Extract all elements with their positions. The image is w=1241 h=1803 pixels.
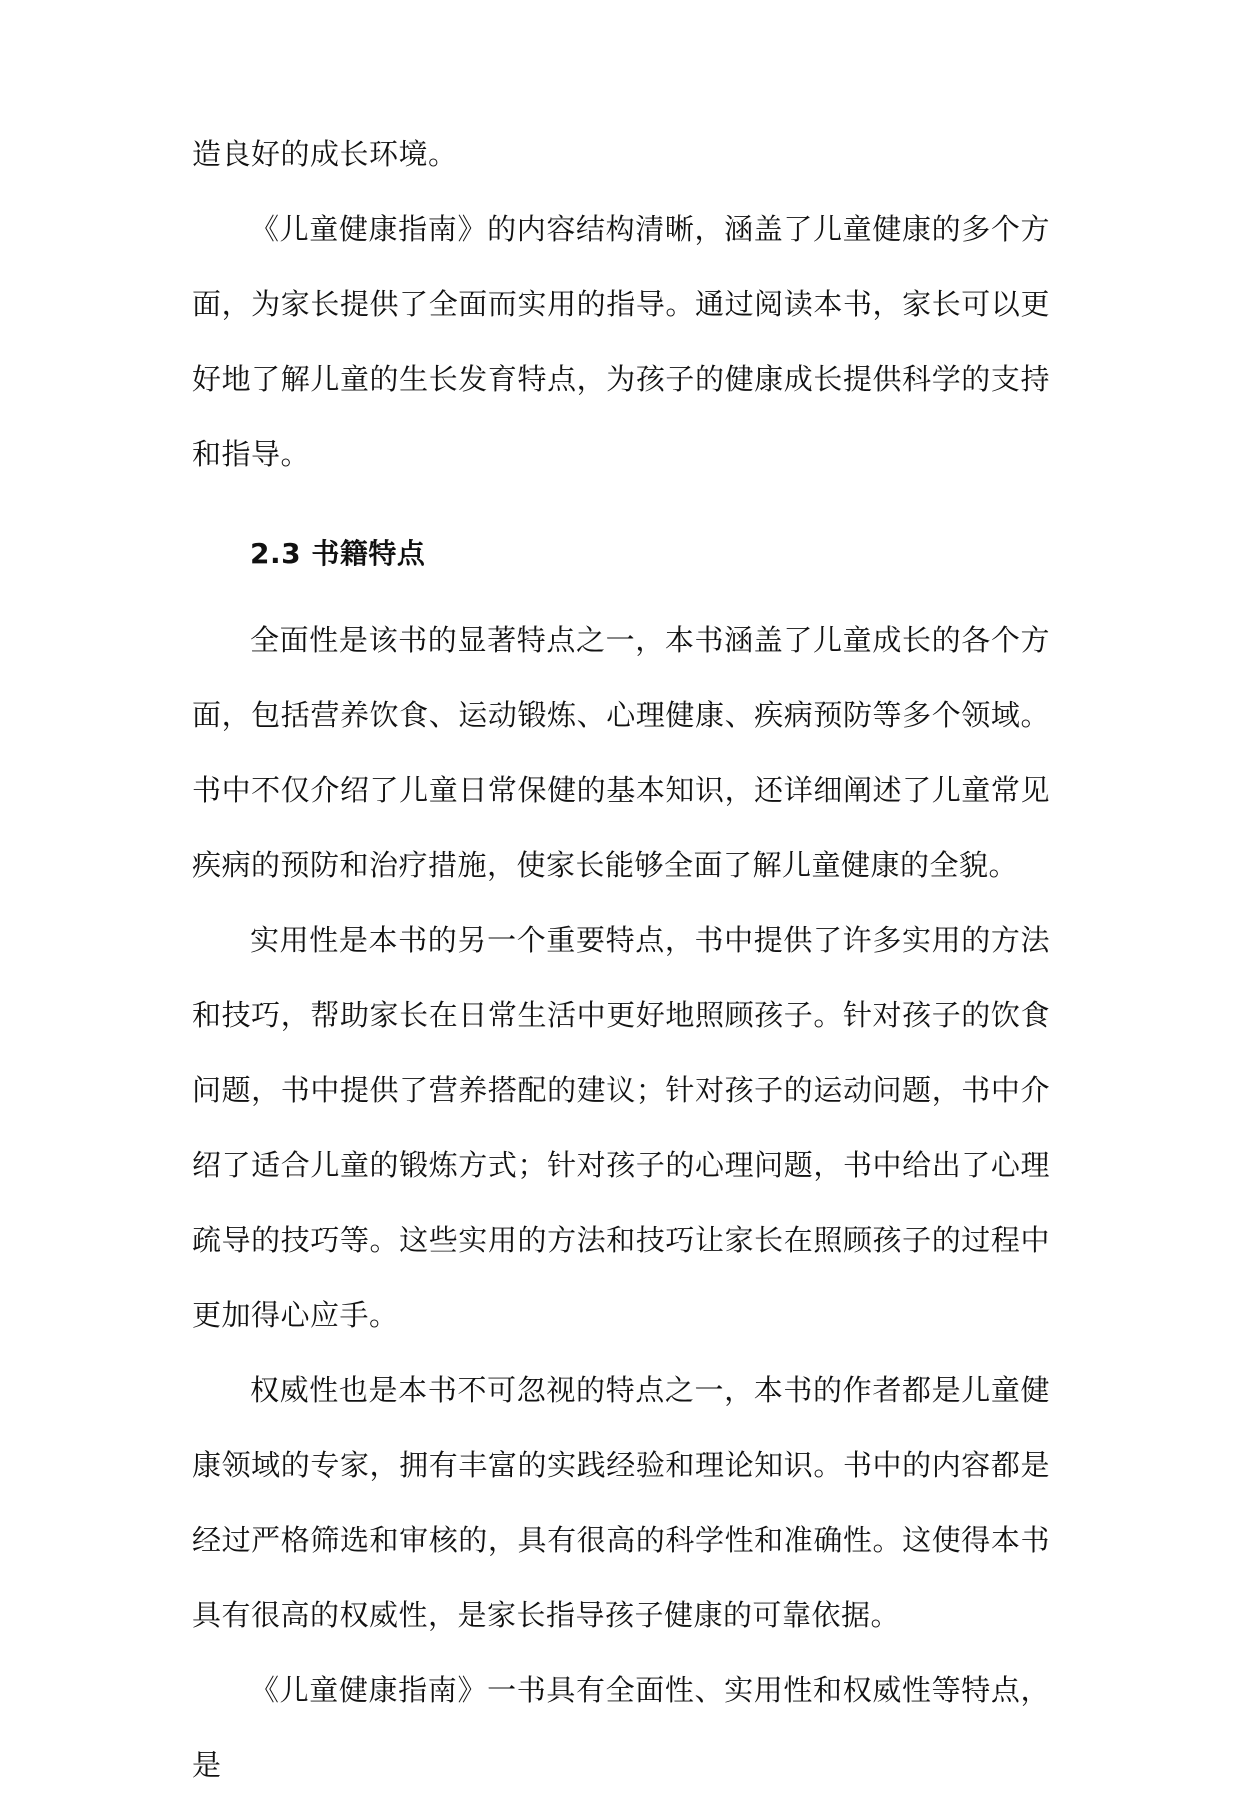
paragraph: 全面性是该书的显著特点之一，本书涵盖了儿童成长的各个方面，包括营养饮食、运动锻炼、心理健康、疾病预防等多个领域。书中不仅介绍了儿童日常保健的基本知识，还详细阐述了儿童常见疾病的预防和治疗措施，使家长能够全面了解儿童健康的全貌。: [192, 623, 1050, 882]
paragraph: 实用性是本书的另一个重要特点，书中提供了许多实用的方法和技巧，帮助家长在日常生活中更好地照顾孩子。针对孩子的饮食问题，书中提供了营养搭配的建议；针对孩子的运动问题，书中介绍了适合儿童的锻炼方式；针对孩子的心理问题，书中给出了心理疏导的技巧等。这些实用的方法和技巧让家长在照顾孩子的过程中更加得心应手。: [192, 923, 1050, 1332]
section-heading: 2.3 书籍特点: [250, 537, 426, 570]
paragraph: 权威性也是本书不可忽视的特点之一，本书的作者都是儿童健康领域的专家，拥有丰富的实践经验和理论知识。书中的内容都是经过严格筛选和审核的，具有很高的科学性和准确性。这使得本书具有很高的权威性，是家长指导孩子健康的可靠依据。: [192, 1373, 1050, 1632]
paragraph: 《儿童健康指南》一书具有全面性、实用性和权威性等特点，是: [192, 1673, 1050, 1782]
paragraph: 《儿童健康指南》的内容结构清晰，涵盖了儿童健康的多个方面，为家长提供了全面而实用的指导。通过阅读本书，家长可以更好地了解儿童的生长发育特点，为孩子的健康成长提供科学的支持和指导。: [192, 212, 1050, 471]
body-text: [192, 117, 1050, 1803]
paragraph-continued: 造良好的成长环境。: [192, 137, 458, 171]
